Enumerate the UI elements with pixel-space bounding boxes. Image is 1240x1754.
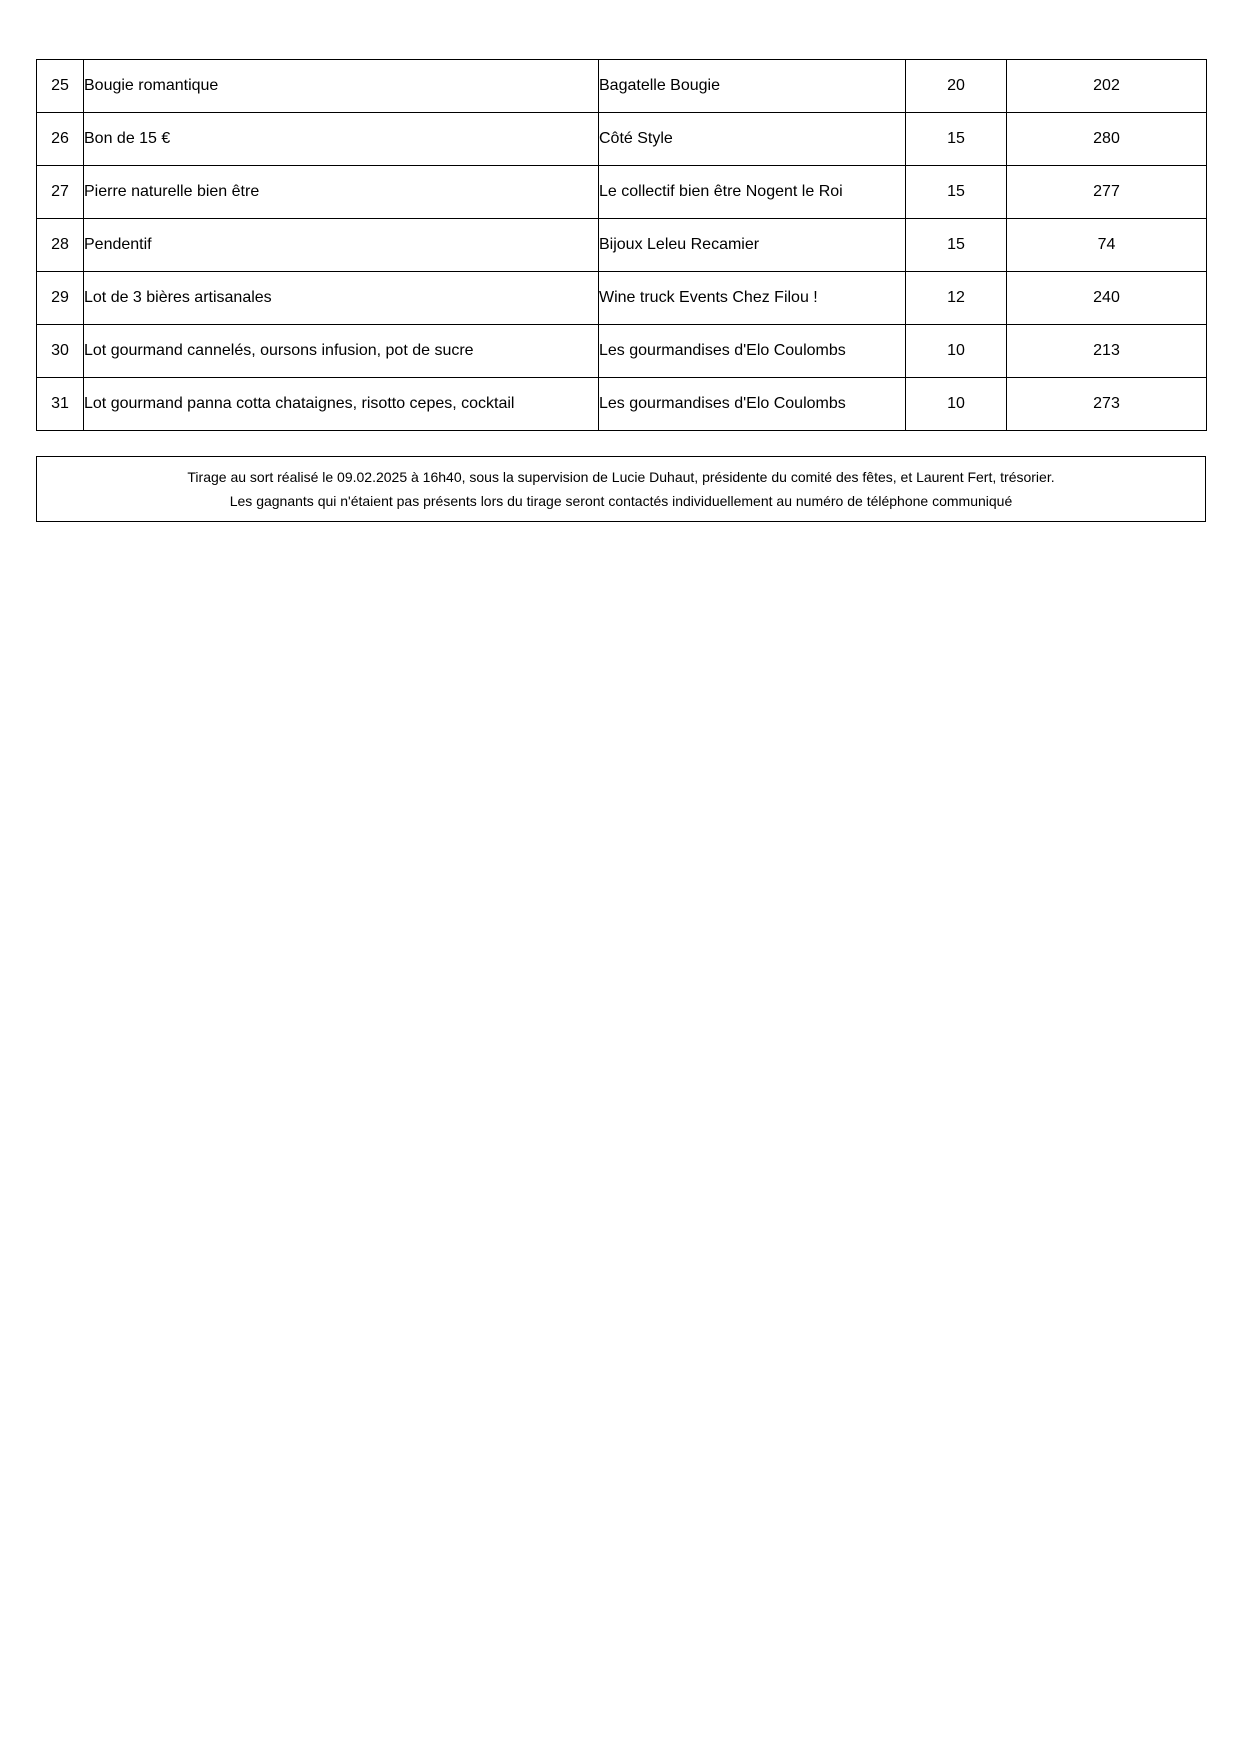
winning-ticket-cell: 74 (1007, 219, 1207, 272)
table-row (37, 325, 1207, 378)
lot-number-cell: 28 (37, 219, 84, 272)
lot-description-cell: Pendentif (84, 219, 599, 272)
lot-number-cell: 26 (37, 113, 84, 166)
donor-cell: Côté Style (599, 113, 906, 166)
lot-description-cell: Pierre naturelle bien être (84, 166, 599, 219)
table-row (37, 166, 1207, 219)
table-row (37, 272, 1207, 325)
lot-number-cell: 29 (37, 272, 84, 325)
table-row (37, 113, 1207, 166)
table-row (37, 219, 1207, 272)
lot-description-cell: Lot gourmand panna cotta chataignes, risotto cepes, cocktail (84, 378, 599, 431)
winning-ticket-cell: 277 (1007, 166, 1207, 219)
winning-ticket-cell: 280 (1007, 113, 1207, 166)
lot-number-cell: 27 (37, 166, 84, 219)
value-cell: 15 (906, 166, 1007, 219)
value-cell: 15 (906, 113, 1007, 166)
donor-cell: Les gourmandises d'Elo Coulombs (599, 378, 906, 431)
winning-ticket-cell: 273 (1007, 378, 1207, 431)
winning-ticket-cell: 202 (1007, 60, 1207, 113)
donor-cell: Le collectif bien être Nogent le Roi (599, 166, 906, 219)
lot-number-cell: 31 (37, 378, 84, 431)
value-cell: 10 (906, 325, 1007, 378)
winning-ticket-cell: 213 (1007, 325, 1207, 378)
lot-description-cell: Lot gourmand cannelés, oursons infusion, pot de sucre (84, 325, 599, 378)
value-cell: 10 (906, 378, 1007, 431)
donor-cell: Les gourmandises d'Elo Coulombs (599, 325, 906, 378)
lot-description-cell: Bon de 15 € (84, 113, 599, 166)
prize-table (36, 59, 1207, 431)
table-row (37, 378, 1207, 431)
value-cell: 15 (906, 219, 1007, 272)
draw-notice-line-2: Les gagnants qui n'étaient pas présents lors du tirage seront contactés individuellement au numéro de téléphone communiqué (229, 493, 1013, 509)
lot-number-cell: 25 (37, 60, 84, 113)
donor-cell: Bijoux Leleu Recamier (599, 219, 906, 272)
lot-number-cell: 30 (37, 325, 84, 378)
value-cell: 12 (906, 272, 1007, 325)
winning-ticket-cell: 240 (1007, 272, 1207, 325)
draw-notice-line-1: Tirage au sort réalisé le 09.02.2025 à 16h40, sous la supervision de Lucie Duhaut, présidente du comité des fêtes, et Laurent Fert, trésorier. (187, 469, 1055, 485)
donor-cell: Wine truck Events Chez Filou ! (599, 272, 906, 325)
donor-cell: Bagatelle Bougie (599, 60, 906, 113)
lot-description-cell: Bougie romantique (84, 60, 599, 113)
table-row (37, 60, 1207, 113)
draw-notice (36, 456, 1206, 522)
value-cell: 20 (906, 60, 1007, 113)
prize-table-body (37, 60, 1207, 431)
lot-description-cell: Lot de 3 bières artisanales (84, 272, 599, 325)
